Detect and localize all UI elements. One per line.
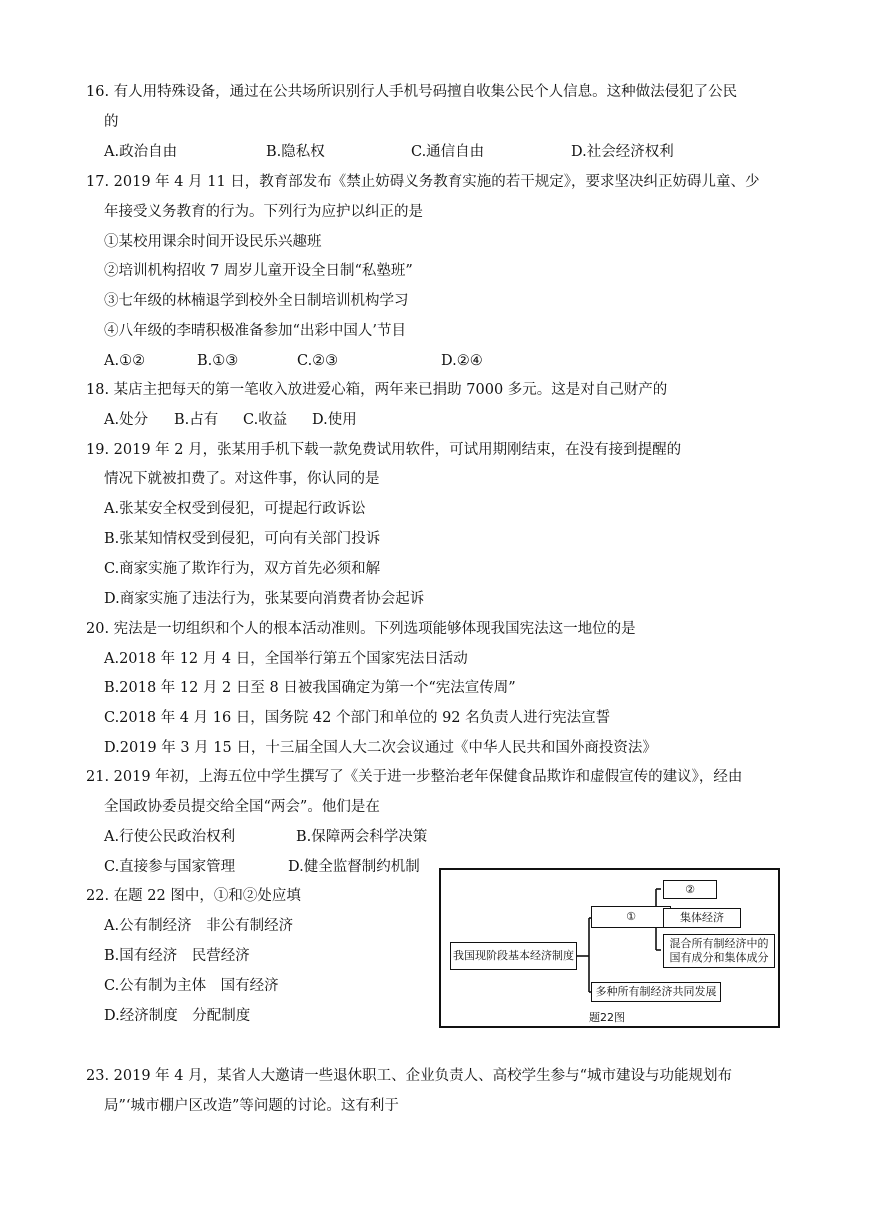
diagram-collective-economy: 集体经济 <box>663 908 741 928</box>
q17-option-d: D.②④ <box>441 353 483 369</box>
q21-option-c: C.直接参与国家管理 <box>104 859 236 875</box>
q16-stem-line1: 16. 有人用特殊设备，通过在公共场所识别行人手机号码擅自收集公民个人信息。这种做法侵犯了公民 <box>86 84 738 100</box>
q20-stem-line1: 20. 宪法是一切组织和个人的根本活动准则。下列选项能够体现我国宪法这一地位的是 <box>86 621 636 637</box>
q17-item-2: ②培训机构招收 7 周岁儿童开设全日制“私塾班” <box>104 263 413 279</box>
q17-stem-line2: 年接受义务教育的行为。下列行为应护以纠正的是 <box>104 204 423 220</box>
q18-option-a: A.处分 <box>104 412 149 428</box>
q17-item-4: ④八年级的李晴积极准备参加“出彩中国人’节目 <box>104 323 407 339</box>
q17-option-b: B.①③ <box>197 353 239 369</box>
diagram-multi-ownership: 多种所有制经济共同发展 <box>591 982 721 1002</box>
q18-option-c: C.收益 <box>243 412 288 428</box>
q18-stem-line1: 18. 某店主把每天的第一笔收入放进爱心箱，两年来已捐助 7000 多元。这是对自己财产的 <box>86 382 668 398</box>
diagram-mixed-line2: 国有成分和集体成分 <box>669 951 769 964</box>
q18-option-d: D.使用 <box>312 412 357 428</box>
q17-option-a: A.①② <box>104 353 146 369</box>
q17-option-c: C.②③ <box>297 353 339 369</box>
diagram-mixed-line1: 混合所有制经济中的 <box>669 937 769 950</box>
diagram-root-box: 我国现阶段基本经济制度 <box>450 942 577 970</box>
q20-option-a: A.2018 年 12 月 4 日，全国举行第五个国家宪法日活动 <box>104 651 468 667</box>
q19-stem-line1: 19. 2019 年 2 月，张某用手机下载一款免费试用软件，可试用期刚结束，在没有接到提醒的 <box>86 442 682 458</box>
q21-option-b: B.保障两会科学决策 <box>296 829 428 845</box>
q22-diagram <box>439 868 780 1028</box>
q22-option-b: B.国有经济 民营经济 <box>104 948 250 964</box>
q18-option-b: B.占有 <box>174 412 219 428</box>
q21-option-d: D.健全监督制约机制 <box>288 859 420 875</box>
q22-option-d: D.经济制度 分配制度 <box>104 1008 251 1024</box>
q17-item-1: ①某校用课余时间开设民乐兴趣班 <box>104 234 322 250</box>
q19-option-d: D.商家实施了违法行为，张某要向消费者协会起诉 <box>104 591 425 607</box>
q20-option-b: B.2018 年 12 月 2 日至 8 日被我国确定为第一个“宪法宣传周” <box>104 680 516 696</box>
q23-stem-line2: 局”‘城市棚户区改造”等问题的讨论。这有利于 <box>104 1098 399 1114</box>
q20-option-d: D.2019 年 3 月 15 日，十三届全国人大二次会议通过《中华人民共和国外商投资法》 <box>104 740 657 756</box>
q21-stem-line1: 21. 2019 年初，上海五位中学生撰写了《关于进一步整治老年保健食品欺诈和虚假宣传的建议》，经由 <box>86 769 743 785</box>
q21-stem-line2: 全国政协委员提交给全国“两会”。他们是在 <box>104 799 380 815</box>
q16-option-b: B.隐私权 <box>266 144 325 160</box>
q19-option-a: A.张某安全权受到侵犯，可提起行政诉讼 <box>104 501 366 517</box>
diagram-caption: 题22图 <box>589 1011 625 1024</box>
q19-option-c: C.商家实施了欺诈行为，双方首先必须和解 <box>104 561 381 577</box>
q22-option-c: C.公有制为主体 国有经济 <box>104 978 279 994</box>
q17-item-3: ③七年级的林楠退学到校外全日制培训机构学习 <box>104 293 409 309</box>
diagram-node-1: ① <box>591 906 671 928</box>
q16-option-c: C.通信自由 <box>411 144 485 160</box>
q21-option-a: A.行使公民政治权利 <box>104 829 236 845</box>
q19-option-b: B.张某知情权受到侵犯，可向有关部门投诉 <box>104 531 381 547</box>
q16-option-d: D.社会经济权利 <box>571 144 674 160</box>
q16-stem-line2: 的 <box>104 114 119 130</box>
q22-option-a: A.公有制经济 非公有制经济 <box>104 918 294 934</box>
q16-option-a: A.政治自由 <box>104 144 178 160</box>
q23-stem-line1: 23. 2019 年 4 月，某省人大邀请一些退休职工、企业负责人、高校学生参与“城市建设与功能规划布 <box>86 1068 733 1084</box>
diagram-node-2: ② <box>663 880 717 899</box>
q22-stem-line1: 22. 在题 22 图中，①和②处应填 <box>86 888 301 904</box>
q17-stem-line1: 17. 2019 年 4 月 11 日，教育部发布《禁止妨碍义务教育实施的若干规定》，要求坚决纠正妨碍儿童、少 <box>86 174 760 190</box>
q20-option-c: C.2018 年 4 月 16 日，国务院 42 个部门和单位的 92 名负责人进行宪法宣誓 <box>104 710 611 726</box>
q19-stem-line2: 情况下就被扣费了。对这件事，你认同的是 <box>104 471 380 487</box>
diagram-mixed-ownership <box>663 934 775 968</box>
